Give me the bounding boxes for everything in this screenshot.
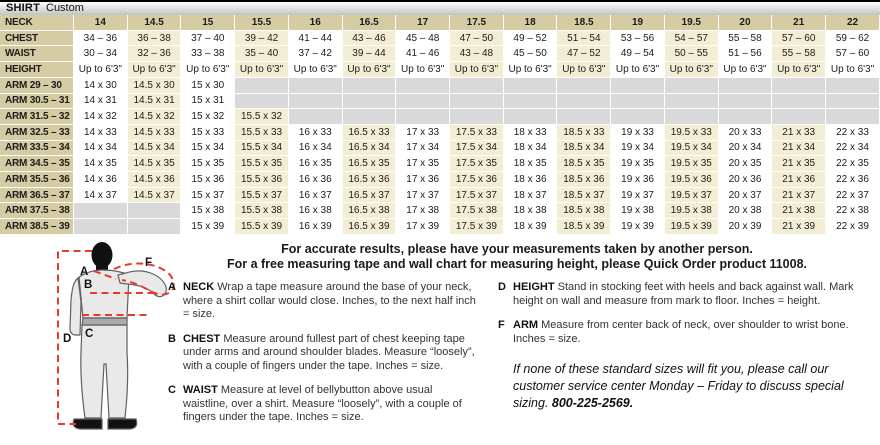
size-cell: 15.5 x 33 bbox=[235, 125, 289, 141]
table-row bbox=[0, 62, 880, 78]
size-cell: 19.5 x 38 bbox=[665, 203, 719, 219]
size-cell bbox=[74, 203, 128, 219]
size-cell: 51 – 54 bbox=[557, 31, 611, 47]
size-cell: 18.5 x 33 bbox=[557, 125, 611, 141]
size-cell: 16 x 34 bbox=[289, 141, 343, 157]
size-cell: 15 x 39 bbox=[181, 219, 235, 235]
size-cell: 37 – 40 bbox=[181, 31, 235, 47]
size-cell: 16.5 x 33 bbox=[343, 125, 397, 141]
size-cell bbox=[772, 78, 826, 94]
size-cell: 15.5 x 38 bbox=[235, 203, 289, 219]
size-cell: 54 – 57 bbox=[665, 31, 719, 47]
size-cell: 33 – 38 bbox=[181, 46, 235, 62]
size-cell: 17 x 39 bbox=[396, 219, 450, 235]
size-cell: 15 x 31 bbox=[181, 94, 235, 110]
size-cell: 14 x 33 bbox=[74, 125, 128, 141]
size-cell: 17.5 x 36 bbox=[450, 172, 504, 188]
size-cell: 14.5 x 32 bbox=[128, 109, 182, 125]
table-row bbox=[0, 141, 880, 157]
size-cell: Up to 6'3" bbox=[74, 62, 128, 78]
diagram-label-b: B bbox=[84, 279, 93, 291]
size-cell: 18 x 37 bbox=[504, 188, 558, 204]
size-cell bbox=[557, 78, 611, 94]
size-table bbox=[0, 15, 880, 235]
size-cell: 32 – 36 bbox=[128, 46, 182, 62]
size-cell: 21 x 34 bbox=[772, 141, 826, 157]
size-cell: 20 x 35 bbox=[719, 156, 773, 172]
size-cell: 14.5 x 37 bbox=[128, 188, 182, 204]
size-cell: 18.5 x 36 bbox=[557, 172, 611, 188]
size-cell: 36 – 38 bbox=[128, 31, 182, 47]
header-row bbox=[0, 15, 880, 31]
size-cell: 17.5 x 33 bbox=[450, 125, 504, 141]
size-cell bbox=[665, 109, 719, 125]
neck-size-header: 19 bbox=[611, 15, 665, 31]
instruction-term: HEIGHT bbox=[513, 281, 558, 293]
special-sizing-note bbox=[513, 361, 872, 412]
size-cell: 21 x 35 bbox=[772, 156, 826, 172]
table-row bbox=[0, 109, 880, 125]
row-label: ARM 36.5 – 37 bbox=[0, 188, 74, 204]
size-cell: 57 – 60 bbox=[826, 46, 880, 62]
instruction-letter: B bbox=[168, 332, 176, 345]
size-cell: 19 x 39 bbox=[611, 219, 665, 235]
size-cell: 18 x 34 bbox=[504, 141, 558, 157]
instruction-letter: C bbox=[168, 384, 176, 396]
size-cell bbox=[289, 109, 343, 125]
size-cell: 14 x 31 bbox=[74, 94, 128, 110]
instruction-text: ARM Measure from center back of neck, over shoulder to wrist bone. Inches = size. bbox=[513, 319, 849, 345]
row-label: WAIST bbox=[0, 46, 74, 62]
row-label: ARM 33.5 – 34 bbox=[0, 141, 74, 157]
neck-size-header: 14.5 bbox=[128, 15, 182, 31]
size-cell bbox=[772, 94, 826, 110]
size-cell bbox=[826, 109, 880, 125]
size-cell: Up to 6'3" bbox=[719, 62, 773, 78]
size-cell: 19 x 34 bbox=[611, 141, 665, 157]
size-cell: 14.5 x 34 bbox=[128, 141, 182, 157]
size-cell: 16.5 x 36 bbox=[343, 172, 397, 188]
size-cell bbox=[611, 78, 665, 94]
instruction-term: CHEST bbox=[183, 332, 224, 345]
size-cell: 17.5 x 38 bbox=[450, 203, 504, 219]
neck-size-header: 15 bbox=[181, 15, 235, 31]
size-cell: 15 x 35 bbox=[181, 156, 235, 172]
size-cell: 19 x 36 bbox=[611, 172, 665, 188]
size-cell: Up to 6'3" bbox=[826, 62, 880, 78]
size-cell bbox=[128, 203, 182, 219]
intro-line-2: For a free measuring tape and wall chart for measuring height, please Quick Order product 11008. bbox=[226, 257, 808, 271]
size-cell: 15 x 32 bbox=[181, 109, 235, 125]
instructions-right-wrap bbox=[498, 281, 872, 436]
row-label: HEIGHT bbox=[0, 62, 74, 78]
size-cell: 14 x 37 bbox=[74, 188, 128, 204]
size-cell: 22 x 35 bbox=[826, 156, 880, 172]
size-cell bbox=[289, 94, 343, 110]
size-cell: 19.5 x 34 bbox=[665, 141, 719, 157]
instruction-item bbox=[168, 384, 480, 425]
table-row bbox=[0, 219, 880, 235]
size-cell: 53 – 56 bbox=[611, 31, 665, 47]
size-cell: 20 x 34 bbox=[719, 141, 773, 157]
instruction-term: NECK bbox=[183, 281, 218, 293]
size-cell: Up to 6'3" bbox=[128, 62, 182, 78]
table-row bbox=[0, 156, 880, 172]
size-cell: 47 – 52 bbox=[557, 46, 611, 62]
neck-size-header: 22 bbox=[826, 15, 880, 31]
size-cell bbox=[611, 94, 665, 110]
size-cell: 22 x 36 bbox=[826, 172, 880, 188]
size-cell: 20 x 36 bbox=[719, 172, 773, 188]
size-cell: 15 x 37 bbox=[181, 188, 235, 204]
size-cell: 15.5 x 37 bbox=[235, 188, 289, 204]
size-cell: 14 x 35 bbox=[74, 156, 128, 172]
size-cell: 20 x 33 bbox=[719, 125, 773, 141]
size-cell: 18.5 x 39 bbox=[557, 219, 611, 235]
size-cell: Up to 6'3" bbox=[235, 62, 289, 78]
neck-size-header: 19.5 bbox=[665, 15, 719, 31]
table-row bbox=[0, 78, 880, 94]
size-cell bbox=[235, 78, 289, 94]
size-cell: 39 – 42 bbox=[235, 31, 289, 47]
size-cell bbox=[343, 78, 397, 94]
size-cell: Up to 6'3" bbox=[611, 62, 665, 78]
intro-line-1: For accurate results, please have your measurements taken by another person. bbox=[281, 242, 753, 256]
size-cell bbox=[450, 78, 504, 94]
size-cell bbox=[504, 109, 558, 125]
size-cell: 15.5 x 35 bbox=[235, 156, 289, 172]
size-cell: 19 x 37 bbox=[611, 188, 665, 204]
size-cell bbox=[557, 109, 611, 125]
size-cell: 19.5 x 33 bbox=[665, 125, 719, 141]
size-cell: Up to 6'3" bbox=[772, 62, 826, 78]
size-cell: 18.5 x 34 bbox=[557, 141, 611, 157]
size-cell: 15 x 33 bbox=[181, 125, 235, 141]
size-cell: 55 – 58 bbox=[719, 31, 773, 47]
table-row bbox=[0, 125, 880, 141]
size-cell: 16 x 38 bbox=[289, 203, 343, 219]
size-cell: 37 – 42 bbox=[289, 46, 343, 62]
size-cell: 19 x 38 bbox=[611, 203, 665, 219]
size-cell: 16.5 x 35 bbox=[343, 156, 397, 172]
diagram-label-f: F bbox=[145, 257, 153, 269]
table-row bbox=[0, 172, 880, 188]
size-cell: 14.5 x 31 bbox=[128, 94, 182, 110]
size-cell: 18 x 38 bbox=[504, 203, 558, 219]
size-cell: 16.5 x 39 bbox=[343, 219, 397, 235]
size-cell bbox=[504, 78, 558, 94]
size-cell: 18.5 x 38 bbox=[557, 203, 611, 219]
size-cell: 17 x 36 bbox=[396, 172, 450, 188]
size-cell: 22 x 39 bbox=[826, 219, 880, 235]
size-cell: 45 – 50 bbox=[504, 46, 558, 62]
table-title-bar bbox=[0, 0, 880, 15]
size-cell: 57 – 60 bbox=[772, 31, 826, 47]
size-cell: 50 – 55 bbox=[665, 46, 719, 62]
instruction-term: WAIST bbox=[183, 384, 221, 396]
size-cell bbox=[772, 109, 826, 125]
neck-size-header: 18.5 bbox=[557, 15, 611, 31]
size-cell: 18.5 x 37 bbox=[557, 188, 611, 204]
size-cell: 55 – 58 bbox=[772, 46, 826, 62]
size-cell: 21 x 37 bbox=[772, 188, 826, 204]
size-cell: 14 x 30 bbox=[74, 78, 128, 94]
size-cell: 34 – 36 bbox=[74, 31, 128, 47]
neck-size-header: 17.5 bbox=[450, 15, 504, 31]
size-cell: 18.5 x 35 bbox=[557, 156, 611, 172]
size-cell: 18 x 35 bbox=[504, 156, 558, 172]
size-cell bbox=[343, 94, 397, 110]
instruction-text: WAIST Measure at level of bellybutton above usual waistline, over a shirt. Measure “loosely”, with a couple of fingers under the tape. Inches = size. bbox=[183, 384, 462, 423]
size-cell: Up to 6'3" bbox=[504, 62, 558, 78]
size-cell: 17.5 x 39 bbox=[450, 219, 504, 235]
row-label: ARM 31.5 – 32 bbox=[0, 109, 74, 125]
size-cell: 16 x 35 bbox=[289, 156, 343, 172]
size-cell: 15 x 30 bbox=[181, 78, 235, 94]
row-label: ARM 29 – 30 bbox=[0, 78, 74, 94]
size-cell: 17 x 38 bbox=[396, 203, 450, 219]
size-cell: 43 – 48 bbox=[450, 46, 504, 62]
size-cell: 17 x 35 bbox=[396, 156, 450, 172]
size-cell: 30 – 34 bbox=[74, 46, 128, 62]
size-cell bbox=[504, 94, 558, 110]
size-cell: 16 x 33 bbox=[289, 125, 343, 141]
size-cell: Up to 6'3" bbox=[343, 62, 397, 78]
diagram-label-c: C bbox=[85, 328, 94, 340]
size-cell bbox=[719, 94, 773, 110]
table-row bbox=[0, 203, 880, 219]
instruction-item bbox=[498, 281, 872, 308]
size-cell: 49 – 52 bbox=[504, 31, 558, 47]
size-cell: 14.5 x 35 bbox=[128, 156, 182, 172]
diagram-label-d: D bbox=[63, 333, 72, 345]
instruction-item bbox=[168, 281, 480, 322]
size-cell: 20 x 38 bbox=[719, 203, 773, 219]
neck-size-header: 15.5 bbox=[235, 15, 289, 31]
instruction-letter: D bbox=[498, 281, 506, 293]
instructions-left bbox=[168, 281, 480, 436]
table-subtitle: Custom bbox=[46, 2, 84, 14]
size-cell: 17 x 34 bbox=[396, 141, 450, 157]
size-cell: Up to 6'3" bbox=[181, 62, 235, 78]
size-cell bbox=[665, 94, 719, 110]
size-cell: 14 x 34 bbox=[74, 141, 128, 157]
size-cell: 14 x 32 bbox=[74, 109, 128, 125]
size-cell bbox=[343, 109, 397, 125]
size-cell: 14 x 36 bbox=[74, 172, 128, 188]
head bbox=[92, 242, 113, 268]
size-cell: 22 x 34 bbox=[826, 141, 880, 157]
size-cell: 18 x 36 bbox=[504, 172, 558, 188]
size-cell bbox=[665, 78, 719, 94]
instruction-term: ARM bbox=[513, 319, 542, 331]
size-cell: 22 x 37 bbox=[826, 188, 880, 204]
neck-size-header: 20 bbox=[719, 15, 773, 31]
table-row bbox=[0, 94, 880, 110]
left-shoe bbox=[73, 419, 102, 429]
size-cell: 21 x 38 bbox=[772, 203, 826, 219]
row-label: ARM 38.5 – 39 bbox=[0, 219, 74, 235]
size-cell: Up to 6'3" bbox=[450, 62, 504, 78]
size-cell bbox=[611, 109, 665, 125]
row-label: ARM 37.5 – 38 bbox=[0, 203, 74, 219]
size-cell: 15.5 x 36 bbox=[235, 172, 289, 188]
size-cell: 47 – 50 bbox=[450, 31, 504, 47]
row-label: CHEST bbox=[0, 31, 74, 47]
size-cell: 16.5 x 38 bbox=[343, 203, 397, 219]
size-cell bbox=[235, 94, 289, 110]
size-cell: 39 – 44 bbox=[343, 46, 397, 62]
size-cell: 14.5 x 33 bbox=[128, 125, 182, 141]
size-cell: 15.5 x 39 bbox=[235, 219, 289, 235]
size-cell bbox=[557, 94, 611, 110]
size-cell: 17.5 x 35 bbox=[450, 156, 504, 172]
corner-header: NECK bbox=[0, 15, 74, 31]
size-cell: Up to 6'3" bbox=[665, 62, 719, 78]
size-cell bbox=[396, 109, 450, 125]
row-label: ARM 32.5 – 33 bbox=[0, 125, 74, 141]
size-cell: 51 – 56 bbox=[719, 46, 773, 62]
size-cell: 22 x 38 bbox=[826, 203, 880, 219]
size-cell: Up to 6'3" bbox=[557, 62, 611, 78]
intro-text bbox=[158, 242, 876, 272]
instructions bbox=[168, 281, 872, 436]
size-cell: 15 x 34 bbox=[181, 141, 235, 157]
size-cell: 15.5 x 32 bbox=[235, 109, 289, 125]
size-cell: 17.5 x 34 bbox=[450, 141, 504, 157]
size-cell: 16.5 x 34 bbox=[343, 141, 397, 157]
size-cell: 14.5 x 36 bbox=[128, 172, 182, 188]
size-cell bbox=[396, 94, 450, 110]
waistband bbox=[82, 318, 127, 325]
size-cell: 35 – 40 bbox=[235, 46, 289, 62]
size-cell: 19 x 35 bbox=[611, 156, 665, 172]
size-cell: 19 x 33 bbox=[611, 125, 665, 141]
size-cell: 45 – 48 bbox=[396, 31, 450, 47]
size-cell: Up to 6'3" bbox=[289, 62, 343, 78]
size-cell: 41 – 46 bbox=[396, 46, 450, 62]
size-cell: 19.5 x 39 bbox=[665, 219, 719, 235]
size-cell bbox=[289, 78, 343, 94]
size-cell: 16 x 39 bbox=[289, 219, 343, 235]
size-cell bbox=[396, 78, 450, 94]
size-cell: 17 x 33 bbox=[396, 125, 450, 141]
note-phone: 800-225-2569. bbox=[551, 396, 634, 410]
neck-size-header: 18 bbox=[504, 15, 558, 31]
size-cell: 16 x 37 bbox=[289, 188, 343, 204]
size-cell: 15.5 x 34 bbox=[235, 141, 289, 157]
row-label: ARM 35.5 – 36 bbox=[0, 172, 74, 188]
diagram-label-a: A bbox=[80, 266, 89, 278]
size-cell bbox=[128, 219, 182, 235]
size-cell: 16.5 x 37 bbox=[343, 188, 397, 204]
row-label: ARM 34.5 – 35 bbox=[0, 156, 74, 172]
table-title: SHIRT bbox=[6, 2, 40, 14]
size-cell bbox=[719, 78, 773, 94]
size-cell: 20 x 37 bbox=[719, 188, 773, 204]
size-cell: 17.5 x 37 bbox=[450, 188, 504, 204]
table-row bbox=[0, 31, 880, 47]
size-cell: 22 x 33 bbox=[826, 125, 880, 141]
size-cell: 21 x 33 bbox=[772, 125, 826, 141]
instruction-item bbox=[168, 333, 480, 374]
size-cell bbox=[450, 109, 504, 125]
size-cell: 17 x 37 bbox=[396, 188, 450, 204]
neck-size-header: 16 bbox=[289, 15, 343, 31]
neck-size-header: 14 bbox=[74, 15, 128, 31]
size-cell: 16 x 36 bbox=[289, 172, 343, 188]
size-cell: 21 x 39 bbox=[772, 219, 826, 235]
instructions-right bbox=[498, 281, 872, 346]
right-shoe bbox=[108, 419, 137, 429]
instruction-text: HEIGHT Stand in stocking feet with heels and back against wall. Mark height on wall and measure from mark to floor. Inches = height. bbox=[513, 281, 854, 307]
table-row bbox=[0, 188, 880, 204]
neck-size-header: 21 bbox=[772, 15, 826, 31]
row-label: ARM 30.5 – 31 bbox=[0, 94, 74, 110]
size-cell: Up to 6'3" bbox=[396, 62, 450, 78]
neck-size-header: 16.5 bbox=[343, 15, 397, 31]
size-cell: 18 x 39 bbox=[504, 219, 558, 235]
table-row bbox=[0, 46, 880, 62]
instruction-letter: A bbox=[168, 281, 176, 293]
instruction-text: CHEST Measure around fullest part of chest keeping tape under arms and around shoulder blades. Measure “loosely”, with a couple of fingers under the tape. Inches = size. bbox=[183, 332, 475, 372]
neck-size-header: 17 bbox=[396, 15, 450, 31]
note-text: If none of these standard sizes will fit you, please call our customer service center Monday – Friday to discuss special sizing. bbox=[513, 362, 844, 410]
size-cell: 15 x 38 bbox=[181, 203, 235, 219]
size-cell: 18 x 33 bbox=[504, 125, 558, 141]
instruction-text: NECK Wrap a tape measure around the base of your neck, where a shirt collar would close. Inches, to the next half inch = size. bbox=[183, 281, 476, 320]
instruction-letter: F bbox=[498, 319, 505, 331]
size-cell bbox=[450, 94, 504, 110]
size-cell: 19.5 x 37 bbox=[665, 188, 719, 204]
size-cell bbox=[826, 78, 880, 94]
size-cell: 20 x 39 bbox=[719, 219, 773, 235]
size-cell bbox=[74, 219, 128, 235]
size-cell: 19.5 x 35 bbox=[665, 156, 719, 172]
size-cell: 49 – 54 bbox=[611, 46, 665, 62]
size-cell bbox=[826, 94, 880, 110]
size-cell bbox=[719, 109, 773, 125]
size-cell: 43 – 46 bbox=[343, 31, 397, 47]
size-cell: 15 x 36 bbox=[181, 172, 235, 188]
size-cell: 19.5 x 36 bbox=[665, 172, 719, 188]
instruction-item bbox=[498, 319, 872, 346]
size-cell: 59 – 62 bbox=[826, 31, 880, 47]
size-cell: 14.5 x 30 bbox=[128, 78, 182, 94]
size-cell: 41 – 44 bbox=[289, 31, 343, 47]
size-cell: 21 x 36 bbox=[772, 172, 826, 188]
